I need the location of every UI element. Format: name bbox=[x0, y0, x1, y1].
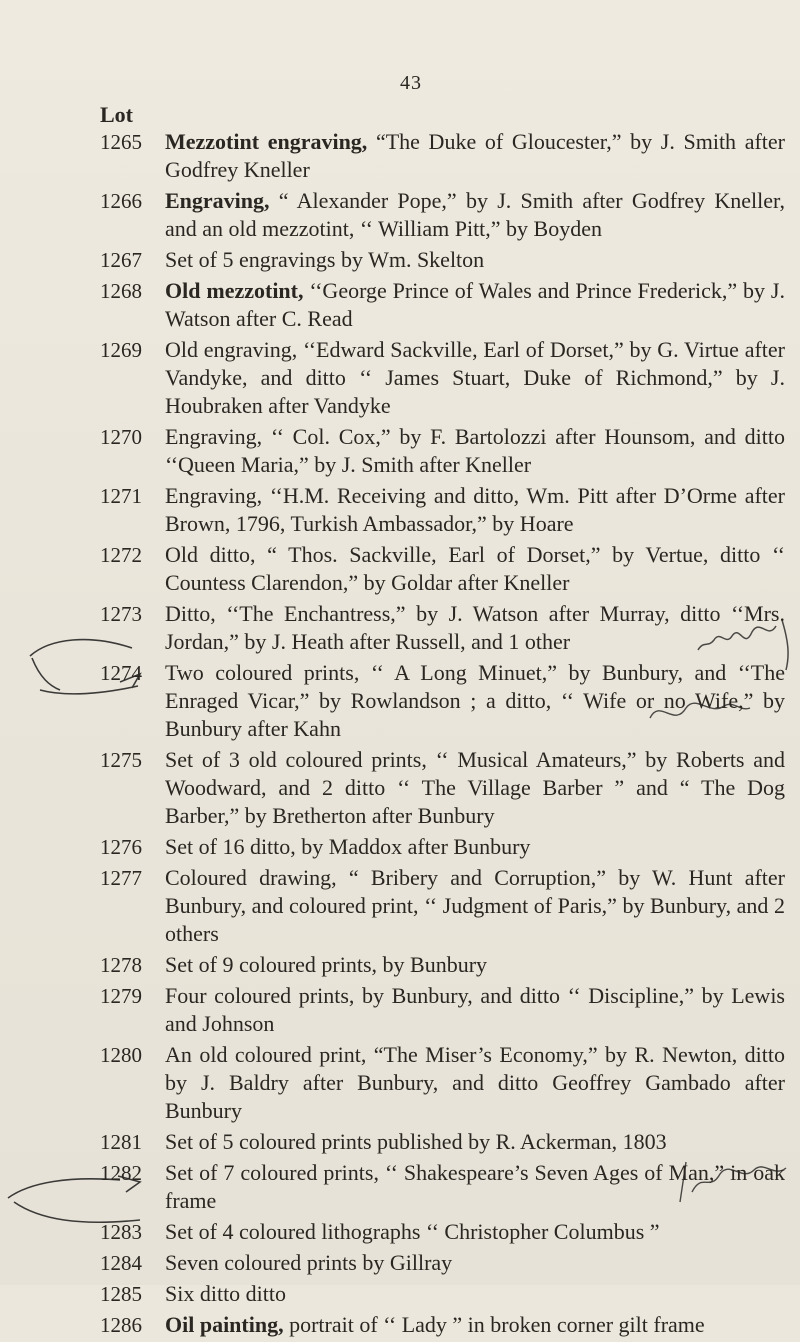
lot-entry bbox=[0, 541, 800, 597]
lot-description bbox=[165, 246, 785, 274]
lot-entry bbox=[0, 1128, 800, 1156]
lot-text: An old coloured print, “The Miser’s Economy,” by R. Newton, ditto by J. Baldry after Bunbury, and ditto Geoffrey Gambado after Bunbury bbox=[165, 1042, 785, 1123]
lot-description bbox=[165, 277, 785, 333]
lot-entry bbox=[0, 833, 800, 861]
lot-description bbox=[165, 1128, 785, 1156]
lot-column-header: Lot bbox=[100, 102, 133, 127]
lot-text: Set of 9 coloured prints, by Bunbury bbox=[165, 952, 488, 977]
lot-description bbox=[165, 746, 785, 830]
lot-description bbox=[165, 1159, 785, 1215]
lot-text: Set of 5 engravings by Wm. Skelton bbox=[165, 247, 485, 272]
lot-text: Set of 3 old coloured prints, ‘‘ Musical Amateurs,” by Roberts and Woodward, and 2 ditto ‘‘ The Village Barber ” and “ The Dog Barber,” by Bretherton after Bunbury bbox=[165, 747, 785, 828]
lot-number: 1269 bbox=[100, 338, 142, 362]
lot-description bbox=[165, 951, 785, 979]
lot-number: 1272 bbox=[100, 543, 142, 567]
lot-text: portrait of ‘‘ Lady ” in broken corner gilt frame bbox=[283, 1312, 705, 1337]
lot-description bbox=[165, 423, 785, 479]
lot-number: 1279 bbox=[100, 984, 142, 1008]
lot-entry bbox=[0, 1041, 800, 1125]
lot-number: 1271 bbox=[100, 484, 142, 508]
lot-description bbox=[165, 659, 785, 743]
lot-entry bbox=[0, 659, 800, 743]
lot-text: ‘‘George Prince of Wales and Prince Frederick,” by J. Watson after C. Read bbox=[165, 278, 785, 331]
lot-text: Set of 5 coloured prints published by R. Ackerman, 1803 bbox=[165, 1129, 667, 1154]
lot-number: 1285 bbox=[100, 1282, 142, 1306]
lot-entry bbox=[0, 951, 800, 979]
lot-description bbox=[165, 982, 785, 1038]
lot-entries-list bbox=[0, 128, 800, 1342]
lot-entry bbox=[0, 1311, 800, 1339]
lot-description bbox=[165, 1041, 785, 1125]
lot-number: 1278 bbox=[100, 953, 142, 977]
lot-description bbox=[165, 128, 785, 184]
lot-number: 1270 bbox=[100, 425, 142, 449]
lot-entry bbox=[0, 423, 800, 479]
lot-entry bbox=[0, 1159, 800, 1215]
lot-text: “ Alexander Pope,” by J. Smith after Godfrey Kneller, and an old mezzotint, ‘‘ William Pitt,” by Boyden bbox=[165, 188, 785, 241]
lot-description bbox=[165, 1280, 785, 1308]
lot-text: Seven coloured prints by Gillray bbox=[165, 1250, 453, 1275]
lot-text: Set of 16 ditto, by Maddox after Bunbury bbox=[165, 834, 531, 859]
lot-description bbox=[165, 541, 785, 597]
lot-entry bbox=[0, 336, 800, 420]
lot-text: Six ditto ditto bbox=[165, 1281, 287, 1306]
lot-number: 1283 bbox=[100, 1220, 142, 1244]
lot-description bbox=[165, 187, 785, 243]
lot-number: 1280 bbox=[100, 1043, 142, 1067]
lot-text: Two coloured prints, ‘‘ A Long Minuet,” by Bunbury, and ‘‘The Enraged Vicar,” by Rowlandson ; a ditto, ‘‘ Wife or no Wife,” by Bunbury after Kahn bbox=[165, 660, 785, 741]
lot-lead: Mezzotint engraving, bbox=[165, 129, 368, 154]
lot-number: 1284 bbox=[100, 1251, 142, 1275]
lot-entry bbox=[0, 1280, 800, 1308]
lot-number: 1266 bbox=[100, 189, 142, 213]
lot-lead: Engraving, bbox=[165, 188, 270, 213]
lot-entry bbox=[0, 128, 800, 184]
lot-entry bbox=[0, 1249, 800, 1277]
lot-text: Coloured drawing, “ Bribery and Corruption,” by W. Hunt after Bunbury, and coloured print, ‘‘ Judgment of Paris,” by Bunbury, and 2 others bbox=[165, 865, 785, 946]
lot-number: 1265 bbox=[100, 130, 142, 154]
lot-description bbox=[165, 1218, 785, 1246]
lot-text: Four coloured prints, by Bunbury, and ditto ‘‘ Discipline,” by Lewis and Johnson bbox=[165, 983, 785, 1036]
lot-lead: Oil painting, bbox=[165, 1312, 284, 1337]
lot-description bbox=[165, 600, 785, 656]
lot-entry bbox=[0, 982, 800, 1038]
lot-description bbox=[165, 1249, 785, 1277]
lot-description bbox=[165, 482, 785, 538]
lot-number: 1277 bbox=[100, 866, 142, 890]
lot-number: 1286 bbox=[100, 1313, 142, 1337]
lot-description bbox=[165, 833, 785, 861]
lot-text: Set of 4 coloured lithographs ‘‘ Christopher Columbus ” bbox=[165, 1219, 660, 1244]
lot-text: “The Duke of Gloucester,” by J. Smith after Godfrey Kneller bbox=[165, 129, 785, 182]
lot-entry bbox=[0, 246, 800, 274]
lot-number: 1274 bbox=[100, 661, 142, 685]
lot-description bbox=[165, 1311, 785, 1339]
lot-number: 1281 bbox=[100, 1130, 142, 1154]
lot-entry bbox=[0, 600, 800, 656]
lot-number: 1267 bbox=[100, 248, 142, 272]
lot-lead: Old mezzotint, bbox=[165, 278, 304, 303]
lot-text: Ditto, ‘‘The Enchantress,” by J. Watson after Murray, ditto ‘‘Mrs. Jordan,” by J. Heath after Russell, and 1 other bbox=[165, 601, 785, 654]
lot-entry bbox=[0, 482, 800, 538]
lot-text: Old engraving, ‘‘Edward Sackville, Earl of Dorset,” by G. Virtue after Vandyke, and ditto ‘‘ James Stuart, Duke of Richmond,” by J. Houbraken after Vandyke bbox=[165, 337, 785, 418]
lot-entry bbox=[0, 746, 800, 830]
lot-entry bbox=[0, 277, 800, 333]
lot-entry bbox=[0, 187, 800, 243]
lot-text: Set of 7 coloured prints, ‘‘ Shakespeare’s Seven Ages of Man,” in oak frame bbox=[165, 1160, 785, 1213]
page-number: 43 bbox=[400, 72, 422, 94]
lot-text: Engraving, ‘‘H.M. Receiving and ditto, Wm. Pitt after D’Orme after Brown, 1796, Turkish Ambassador,” by Hoare bbox=[165, 483, 785, 536]
lot-number: 1276 bbox=[100, 835, 142, 859]
lot-text: Engraving, ‘‘ Col. Cox,” by F. Bartolozzi after Hounsom, and ditto ‘‘Queen Maria,” by J. Smith after Kneller bbox=[165, 424, 785, 477]
lot-description bbox=[165, 864, 785, 948]
lot-text: Old ditto, “ Thos. Sackville, Earl of Dorset,” by Vertue, ditto ‘‘ Countess Clarendon,” by Goldar after Kneller bbox=[165, 542, 785, 595]
lot-number: 1282 bbox=[100, 1161, 142, 1185]
lot-description bbox=[165, 336, 785, 420]
lot-entry bbox=[0, 864, 800, 948]
lot-number: 1268 bbox=[100, 279, 142, 303]
lot-entry bbox=[0, 1218, 800, 1246]
lot-number: 1275 bbox=[100, 748, 142, 772]
lot-number: 1273 bbox=[100, 602, 142, 626]
